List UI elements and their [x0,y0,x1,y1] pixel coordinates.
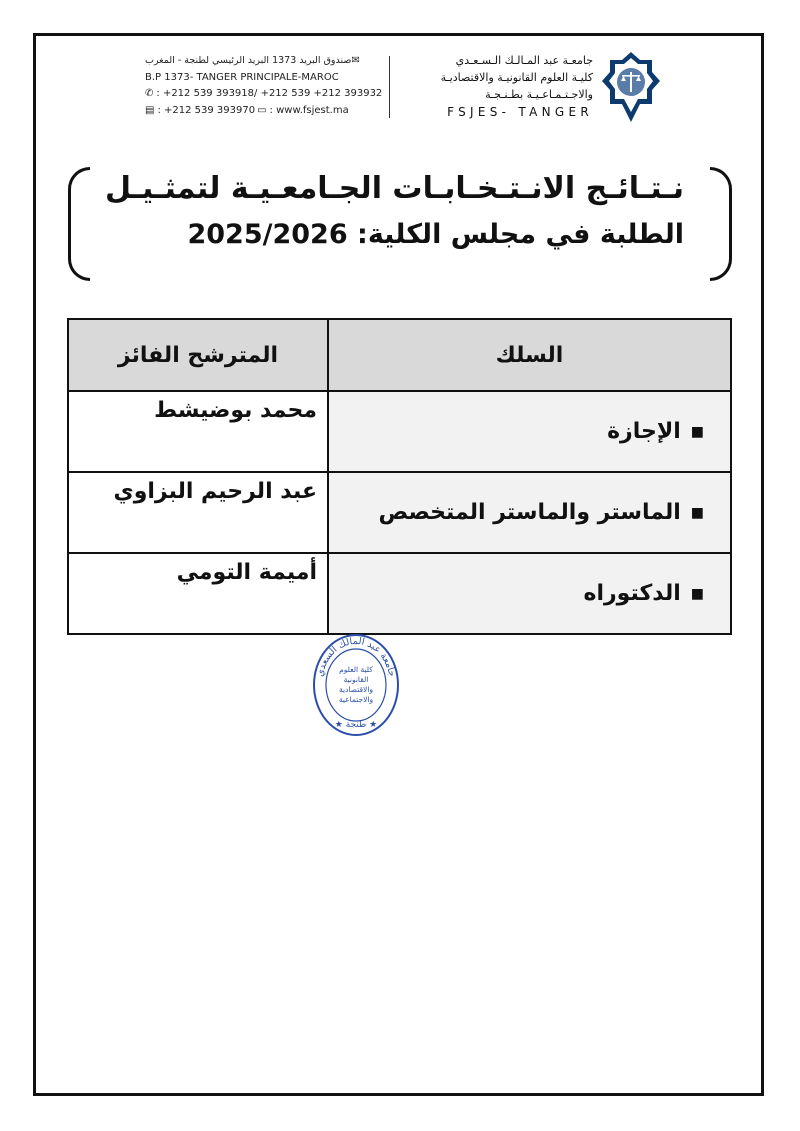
table-row [68,472,731,553]
svg-text:★ طنجة ★: ★ طنجة ★ [334,720,378,730]
web-icon: ▭ [257,104,267,116]
address-fr: B.P 1373- TANGER PRINCIPALE-MAROC [145,71,339,83]
academic-year: 2025/2026 [187,219,348,250]
title-subject: الطلبة في مجلس الكلية: [357,219,684,250]
mail-icon: ✉ [351,55,360,66]
svg-text:جامعة عبد المالك السعدي: جامعة عبد المالك السعدي [314,635,398,678]
winner-cell: محمد بوضيشط [68,391,328,472]
university-logo-icon [600,50,662,124]
table-row [68,553,731,634]
fax-icon: ▤ [145,104,155,116]
title-frame [68,167,732,285]
address-ar: صندوق البريد 1373 البريد الرئيسي لطنجة - المغرب [145,55,352,66]
university-line1: جامعـة عبد المـالـك الـسـعـدي [455,54,593,67]
university-line3: والاجـتـمـاعـيـة بطـنـجـة [485,88,593,101]
website: : www.fsjest.ma [269,104,349,116]
svg-text:القانونية: القانونية [343,675,369,684]
square-bullet-icon: ■ [690,505,704,521]
contact-block [145,53,383,119]
title-bracket-left [68,167,90,281]
level-cell: ■الدكتوراه [328,553,731,634]
fax-number: : +212 539 393970 [157,104,256,116]
letterhead [145,50,625,126]
results-table [67,318,732,635]
winner-cell: أميمة التومي [68,553,328,634]
title-bracket-right [710,167,732,281]
faculty-latin: FSJES- TANGER [447,105,593,119]
table-row [68,391,731,472]
title-line1: نـتـائـج الانـتـخـابـات الجـامعـيـة لتمثـيـل [104,171,684,206]
university-name [401,52,593,121]
square-bullet-icon: ■ [690,586,704,602]
svg-text:كلية العلوم: كلية العلوم [339,665,373,674]
square-bullet-icon: ■ [690,424,704,440]
level-cell: ■الإجازة [328,391,731,472]
svg-text:والاجتماعية: والاجتماعية [338,695,374,704]
table-header-row [68,319,731,391]
university-line2: كليـة العلوم القانونيـة والاقتصاديـة [440,71,593,84]
winner-cell: عبد الرحيم البزاوي [68,472,328,553]
phone-numbers: : +212 539 393918/ +212 539 +212 393932 [156,88,383,99]
title-line2 [187,219,684,250]
column-header-winner: المترشح الفائز [68,319,328,391]
header-divider [389,56,390,118]
level-cell: ■الماستر والماستر المتخصص [328,472,731,553]
phone-icon: ✆ [145,88,154,99]
column-header-level: السلك [328,319,731,391]
official-stamp-icon [312,632,400,738]
svg-text:والاقتصادية: والاقتصادية [338,685,374,694]
